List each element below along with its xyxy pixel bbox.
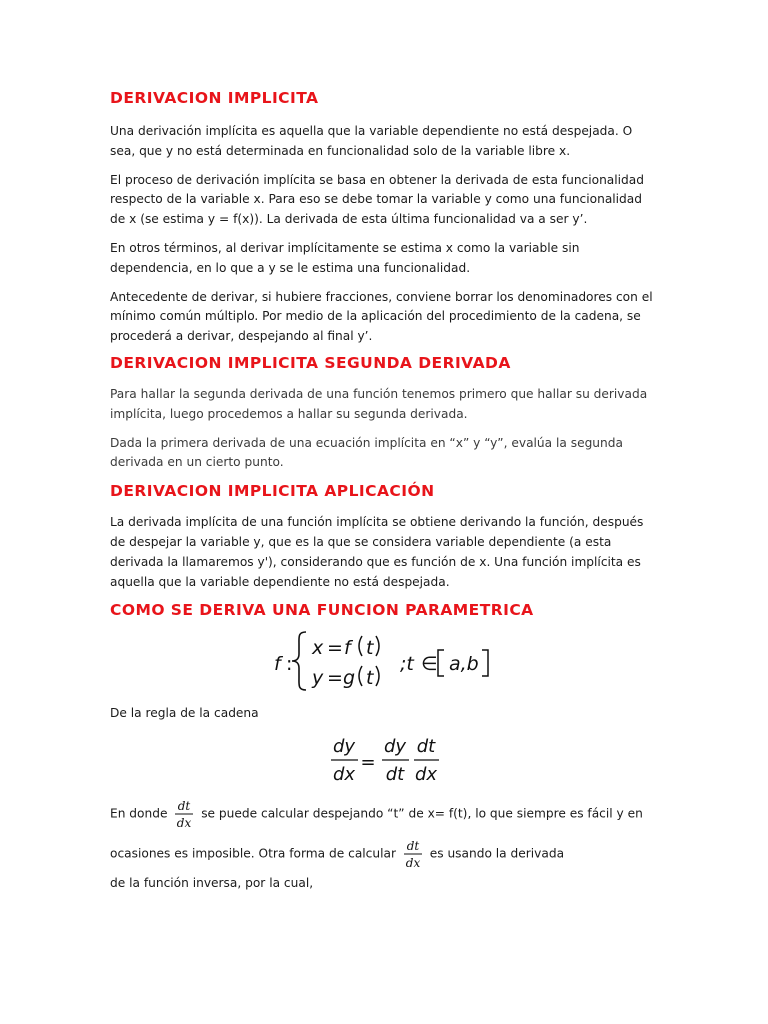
r1-denominator: dt — [385, 764, 405, 786]
parametric-formula — [110, 626, 658, 696]
closing-line-3: de la función inversa, por la cual, — [110, 876, 314, 891]
closing-text: En donde — [110, 806, 168, 821]
inline-fraction — [171, 796, 197, 832]
paren-open-icon — [359, 666, 362, 686]
lhs-denominator: dx — [332, 764, 356, 786]
paren-open-icon — [359, 636, 362, 656]
chain-rule-svg — [110, 728, 658, 790]
section-heading-derivacion-implicita: DERIVACION IMPLICITA — [110, 89, 319, 107]
r2-numerator: dt — [416, 736, 436, 758]
left-brace-icon — [292, 632, 306, 690]
chain-eq: = — [360, 752, 376, 774]
bracket-close-icon — [482, 650, 488, 676]
section-heading-funcion-parametrica: COMO SE DERIVA UNA FUNCION PARAMETRICA — [110, 601, 534, 620]
formula-eq-1: = — [327, 637, 343, 660]
r2-denominator: dx — [414, 764, 438, 786]
paragraph: La derivada implícita de una función implícita se obtiene derivando la función, después de despejar la variable y, que es la que se considera variable dependiente (a esta derivada la llamaremos y'), considerando que es función de x. Una función implícita es aquella que la variable dependiente no está despejada. — [110, 515, 644, 589]
frac-den: dx — [405, 856, 421, 871]
formula-colon: : — [286, 653, 293, 676]
closing-text: se puede calcular despejando “t” de x= f(t), lo que siempre es fácil y en — [201, 806, 643, 821]
closing-line-1 — [110, 796, 658, 832]
closing-text: ocasiones es imposible. Otra forma de calcular — [110, 846, 396, 861]
section-heading-aplicacion: DERIVACION IMPLICITA APLICACIÓN — [110, 482, 435, 501]
section-heading-segunda-derivada: DERIVACION IMPLICITA SEGUNDA DERIVADA — [110, 353, 511, 372]
paren-close-icon — [376, 666, 379, 686]
formula-y: y — [312, 667, 324, 690]
parametric-formula-svg — [110, 626, 658, 696]
paragraph: El proceso de derivación implícita se basa en obtener la derivada de esta funcionalidad respecto de la variable x. Para eso se debe tomar la variable y como una funcionalidad de x (se estima y = f(x)). La derivada de esta última funcionalidad va a ser y’. — [110, 172, 644, 227]
paragraph: En otros términos, al derivar implícitamente se estima x como la variable sin dependencia, en lo que a y se le estima una funcionalidad. — [110, 240, 580, 275]
r1-numerator: dy — [383, 736, 407, 758]
paren-close-icon — [376, 636, 379, 656]
formula-g-of-t: g — [343, 667, 356, 690]
chain-rule-intro: De la regla de la cadena — [110, 706, 259, 721]
formula-interval: a,b — [449, 653, 479, 676]
bracket-open-icon — [438, 650, 444, 676]
closing-line-2 — [110, 836, 658, 872]
paragraph: Antecedente de derivar, si hubiere fracciones, conviene borrar los denominadores con el mínimo común múltiplo. Por medio de la aplicación del procedimiento de la cadena, se procederá a derivar, despejando al final y’. — [110, 289, 653, 344]
closing-text: es usando la derivada — [429, 846, 565, 861]
formula-t-1: t — [366, 637, 374, 660]
frac-num: dt — [406, 839, 420, 854]
formula-x: x — [312, 637, 324, 660]
document-page — [110, 86, 658, 903]
formula-f-of-t: f — [344, 637, 351, 660]
inline-fraction — [400, 836, 426, 872]
paragraph: Dada la primera derivada de una ecuación implícita en “x” y “y”, evalúa la segunda derivada en un cierto punto. — [110, 435, 623, 470]
chain-rule-formula — [110, 728, 658, 790]
formula-t-2: t — [366, 667, 374, 690]
lhs-numerator: dy — [332, 736, 356, 758]
frac-den: dx — [177, 816, 192, 831]
paragraph: Una derivación implícita es aquella que la variable dependiente no está despejada. O sea, que y no está determinada en funcionalidad solo de la variable libre x. — [110, 124, 633, 158]
paragraph: Para hallar la segunda derivada de una función tenemos primero que hallar su derivada implícita, luego procedemos a hallar su segunda derivada. — [110, 386, 648, 421]
frac-num: dt — [178, 799, 191, 814]
formula-eq-2: = — [327, 667, 343, 690]
formula-semicolon-t: ;t — [400, 653, 414, 676]
formula-f: f — [274, 653, 281, 676]
formula-element-of: ∈ — [421, 653, 438, 676]
